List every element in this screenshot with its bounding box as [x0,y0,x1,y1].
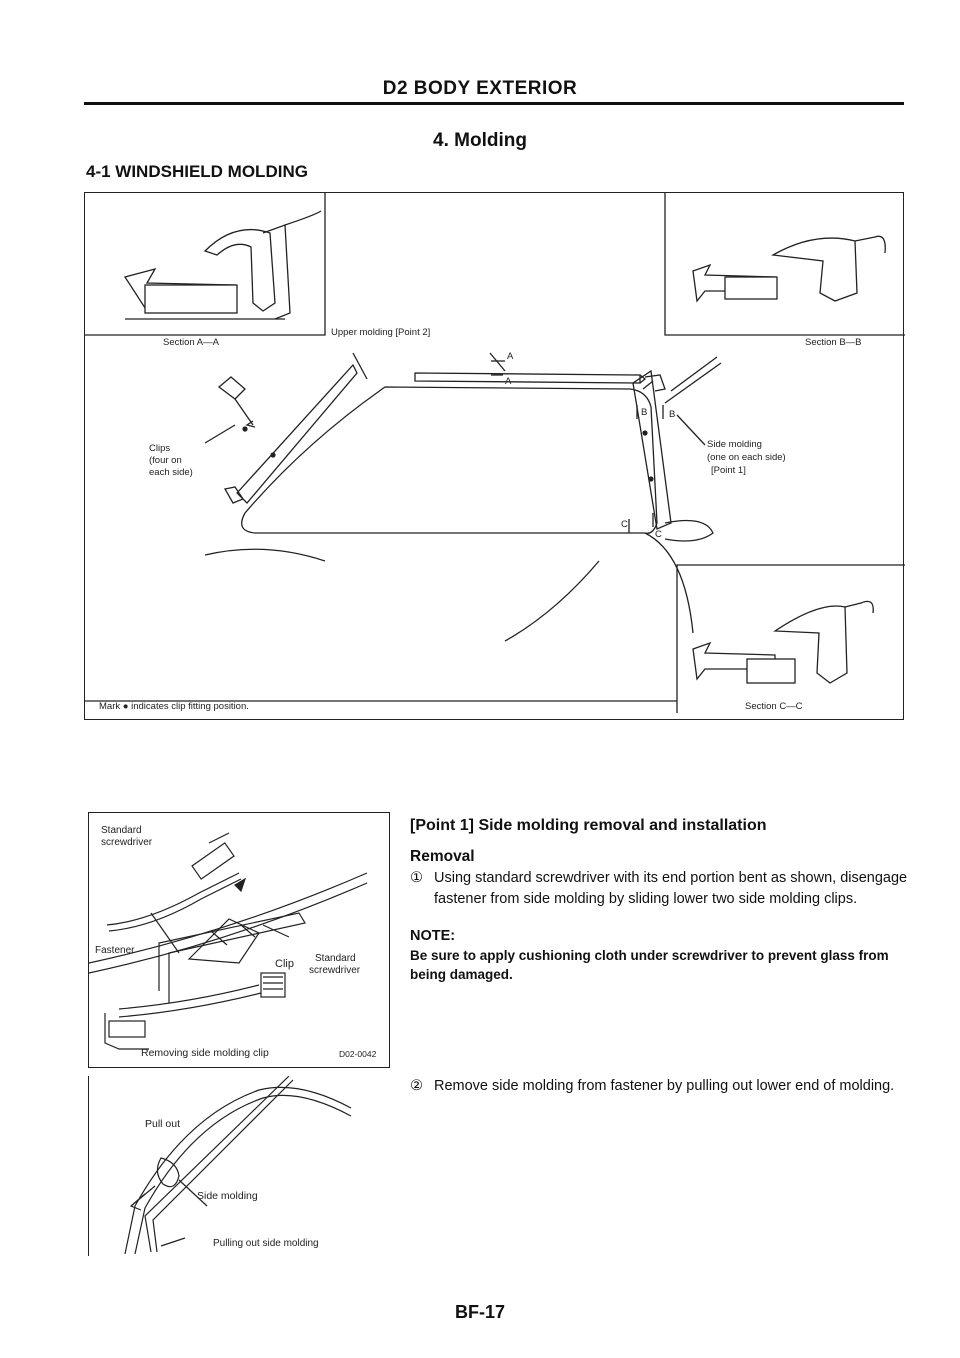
section-cc-label: Section C—C [745,701,803,712]
pulling-molding-drawing [89,1076,389,1256]
point1-title: [Point 1] Side molding removal and installation [410,817,767,834]
note-text: Be sure to apply cushioning cloth under screwdriver to prevent glass from being damaged. [410,948,889,983]
page-subtitle: 4. Molding [433,130,527,151]
clip-fig-code: D02-0042 [339,1049,377,1059]
pull-fig-side-molding-label: Side molding [197,1190,258,1202]
section-letter-a-upper: A [507,351,514,362]
section-letter-c-left: C [621,519,628,530]
windshield-molding-figure [84,192,904,720]
side-molding-label-line1: Side molding [707,439,762,450]
side-molding-label-line2: (one on each side) [707,452,786,463]
step-1 [410,868,908,909]
section-letter-a-lower: A [505,376,512,387]
step-2-number: ② [410,1078,423,1094]
clip-position-note: Mark ● indicates clip fitting position. [99,701,249,712]
section-bb-label: Section B—B [805,337,862,348]
step-1-number: ① [410,870,423,886]
page-header-title: D2 BODY EXTERIOR [382,78,578,99]
section-letter-b-right: B [669,409,676,420]
upper-molding-label: Upper molding [Point 2] [331,327,431,338]
section-letter-c-right: C [655,529,662,540]
header-rule [84,102,904,105]
clip-fig-fastener-label: Fastener [95,945,135,956]
clips-label-line1: Clips [149,443,171,454]
clip-fig-screwdriver-label-1a: Standard [101,825,142,836]
pull-fig-caption: Pulling out side molding [213,1238,319,1249]
removing-clip-figure [88,812,390,1068]
section-letter-b-left: B [641,407,648,418]
clip-fig-screwdriver-label-1b: screwdriver [101,837,153,848]
step-2 [410,1076,908,1097]
page-number: BF-17 [454,1302,505,1322]
clips-label-line3: each side) [149,467,193,478]
removing-clip-drawing [89,813,389,1067]
pulling-molding-figure [88,1076,390,1256]
note-heading: NOTE: [410,928,456,944]
pull-fig-pull-out-label: Pull out [145,1118,181,1130]
clip-fig-screwdriver-label-2b: screwdriver [309,965,361,976]
removal-heading: Removal [410,848,475,865]
clips-label-line2: (four on [149,455,182,466]
side-molding-label-line3: [Point 1] [711,465,746,476]
clip-fig-screwdriver-label-2a: Standard [315,953,356,964]
clip-fig-clip-label: Clip [275,958,294,970]
section-aa-label: Section A—A [163,337,219,348]
section-heading: 4-1 WINDSHIELD MOLDING [86,162,308,181]
step-2-text: Remove side molding from fastener by pulling out lower end of molding. [434,1078,895,1094]
clip-fig-caption: Removing side molding clip [141,1047,269,1059]
step-1-text: Using standard screwdriver with its end portion bent as shown, disengage fastener from side molding by sliding lower two side molding clips. [434,870,908,907]
